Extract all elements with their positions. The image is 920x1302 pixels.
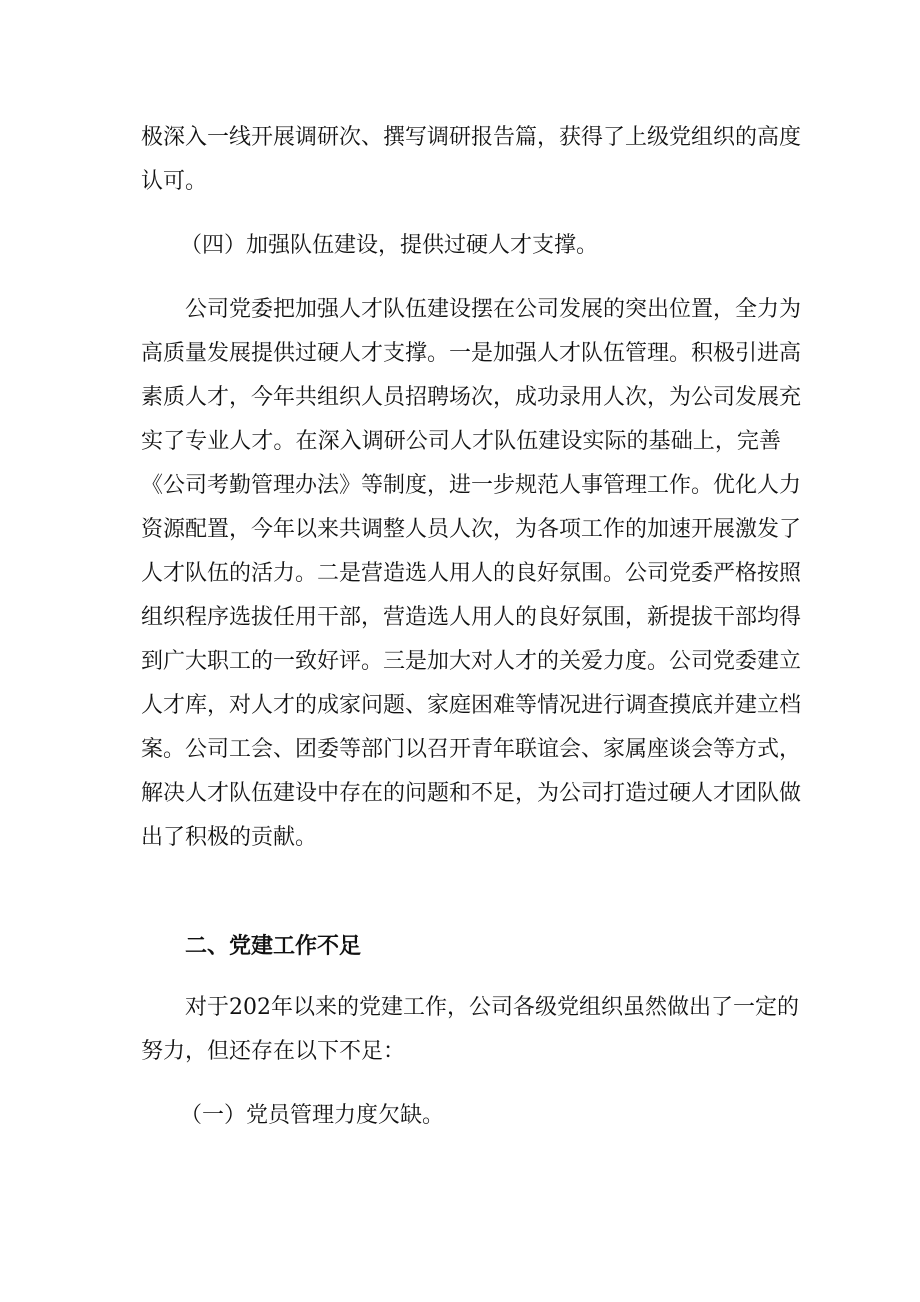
paragraph-line: 《公司考勤管理办法》等制度，进一步规范人事管理工作。优化人力 (141, 473, 802, 498)
paragraph-line: 资源配置，今年以来共调整人员人次，为各项工作的加速开展激发了 (141, 517, 802, 542)
paragraph-line: 极深入一线开展调研次、撰写调研报告篇，获得了上级党组织的高度 (141, 125, 802, 150)
paragraph-line: 到广大职工的一致好评。三是加大对人才的关爱力度。公司党委建立 (141, 649, 802, 674)
paragraph-line: 公司党委把加强人才队伍建设摆在公司发展的突出位置，全力为 (185, 297, 802, 322)
paragraph-line: 素质人才，今年共组织人员招聘场次，成功录用人次，为公司发展充 (141, 385, 802, 410)
paragraph-line: 努力，但还存在以下不足： (141, 1039, 406, 1064)
paragraph-line: 人才队伍的活力。二是营造选人用人的良好氛围。公司党委严格按照 (141, 561, 802, 586)
paragraph-line: 高质量发展提供过硬人才支撑。一是加强人才队伍管理。积极引进高 (141, 341, 802, 366)
paragraph-line: 出了积极的贡献。 (141, 825, 318, 850)
paragraph-line: 组织程序选拔任用干部，营造选人用人的良好氛围，新提拔干部均得 (141, 605, 802, 630)
section-subheading: （一）党员管理力度欠缺。 (180, 1103, 445, 1128)
paragraph-line: 实了专业人才。在深入调研公司人才队伍建设实际的基础上，完善 (141, 429, 781, 454)
paragraph-line: 人才库，对人才的成家问题、家庭困难等情况进行调查摸底并建立档 (141, 693, 802, 718)
section-heading: 二、党建工作不足 (185, 933, 362, 959)
paragraph-line: 对于202年以来的党建工作，公司各级党组织虽然做出了一定的 (185, 995, 799, 1020)
paragraph-line: 解决人才队伍建设中存在的问题和不足，为公司打造过硬人才团队做 (141, 781, 802, 806)
paragraph-line: 认可。 (141, 169, 208, 194)
paragraph-line: 案。公司工会、团委等部门以召开青年联谊会、家属座谈会等方式， (141, 737, 802, 762)
section-subheading: （四）加强队伍建设，提供过硬人才支撑。 (180, 233, 599, 258)
